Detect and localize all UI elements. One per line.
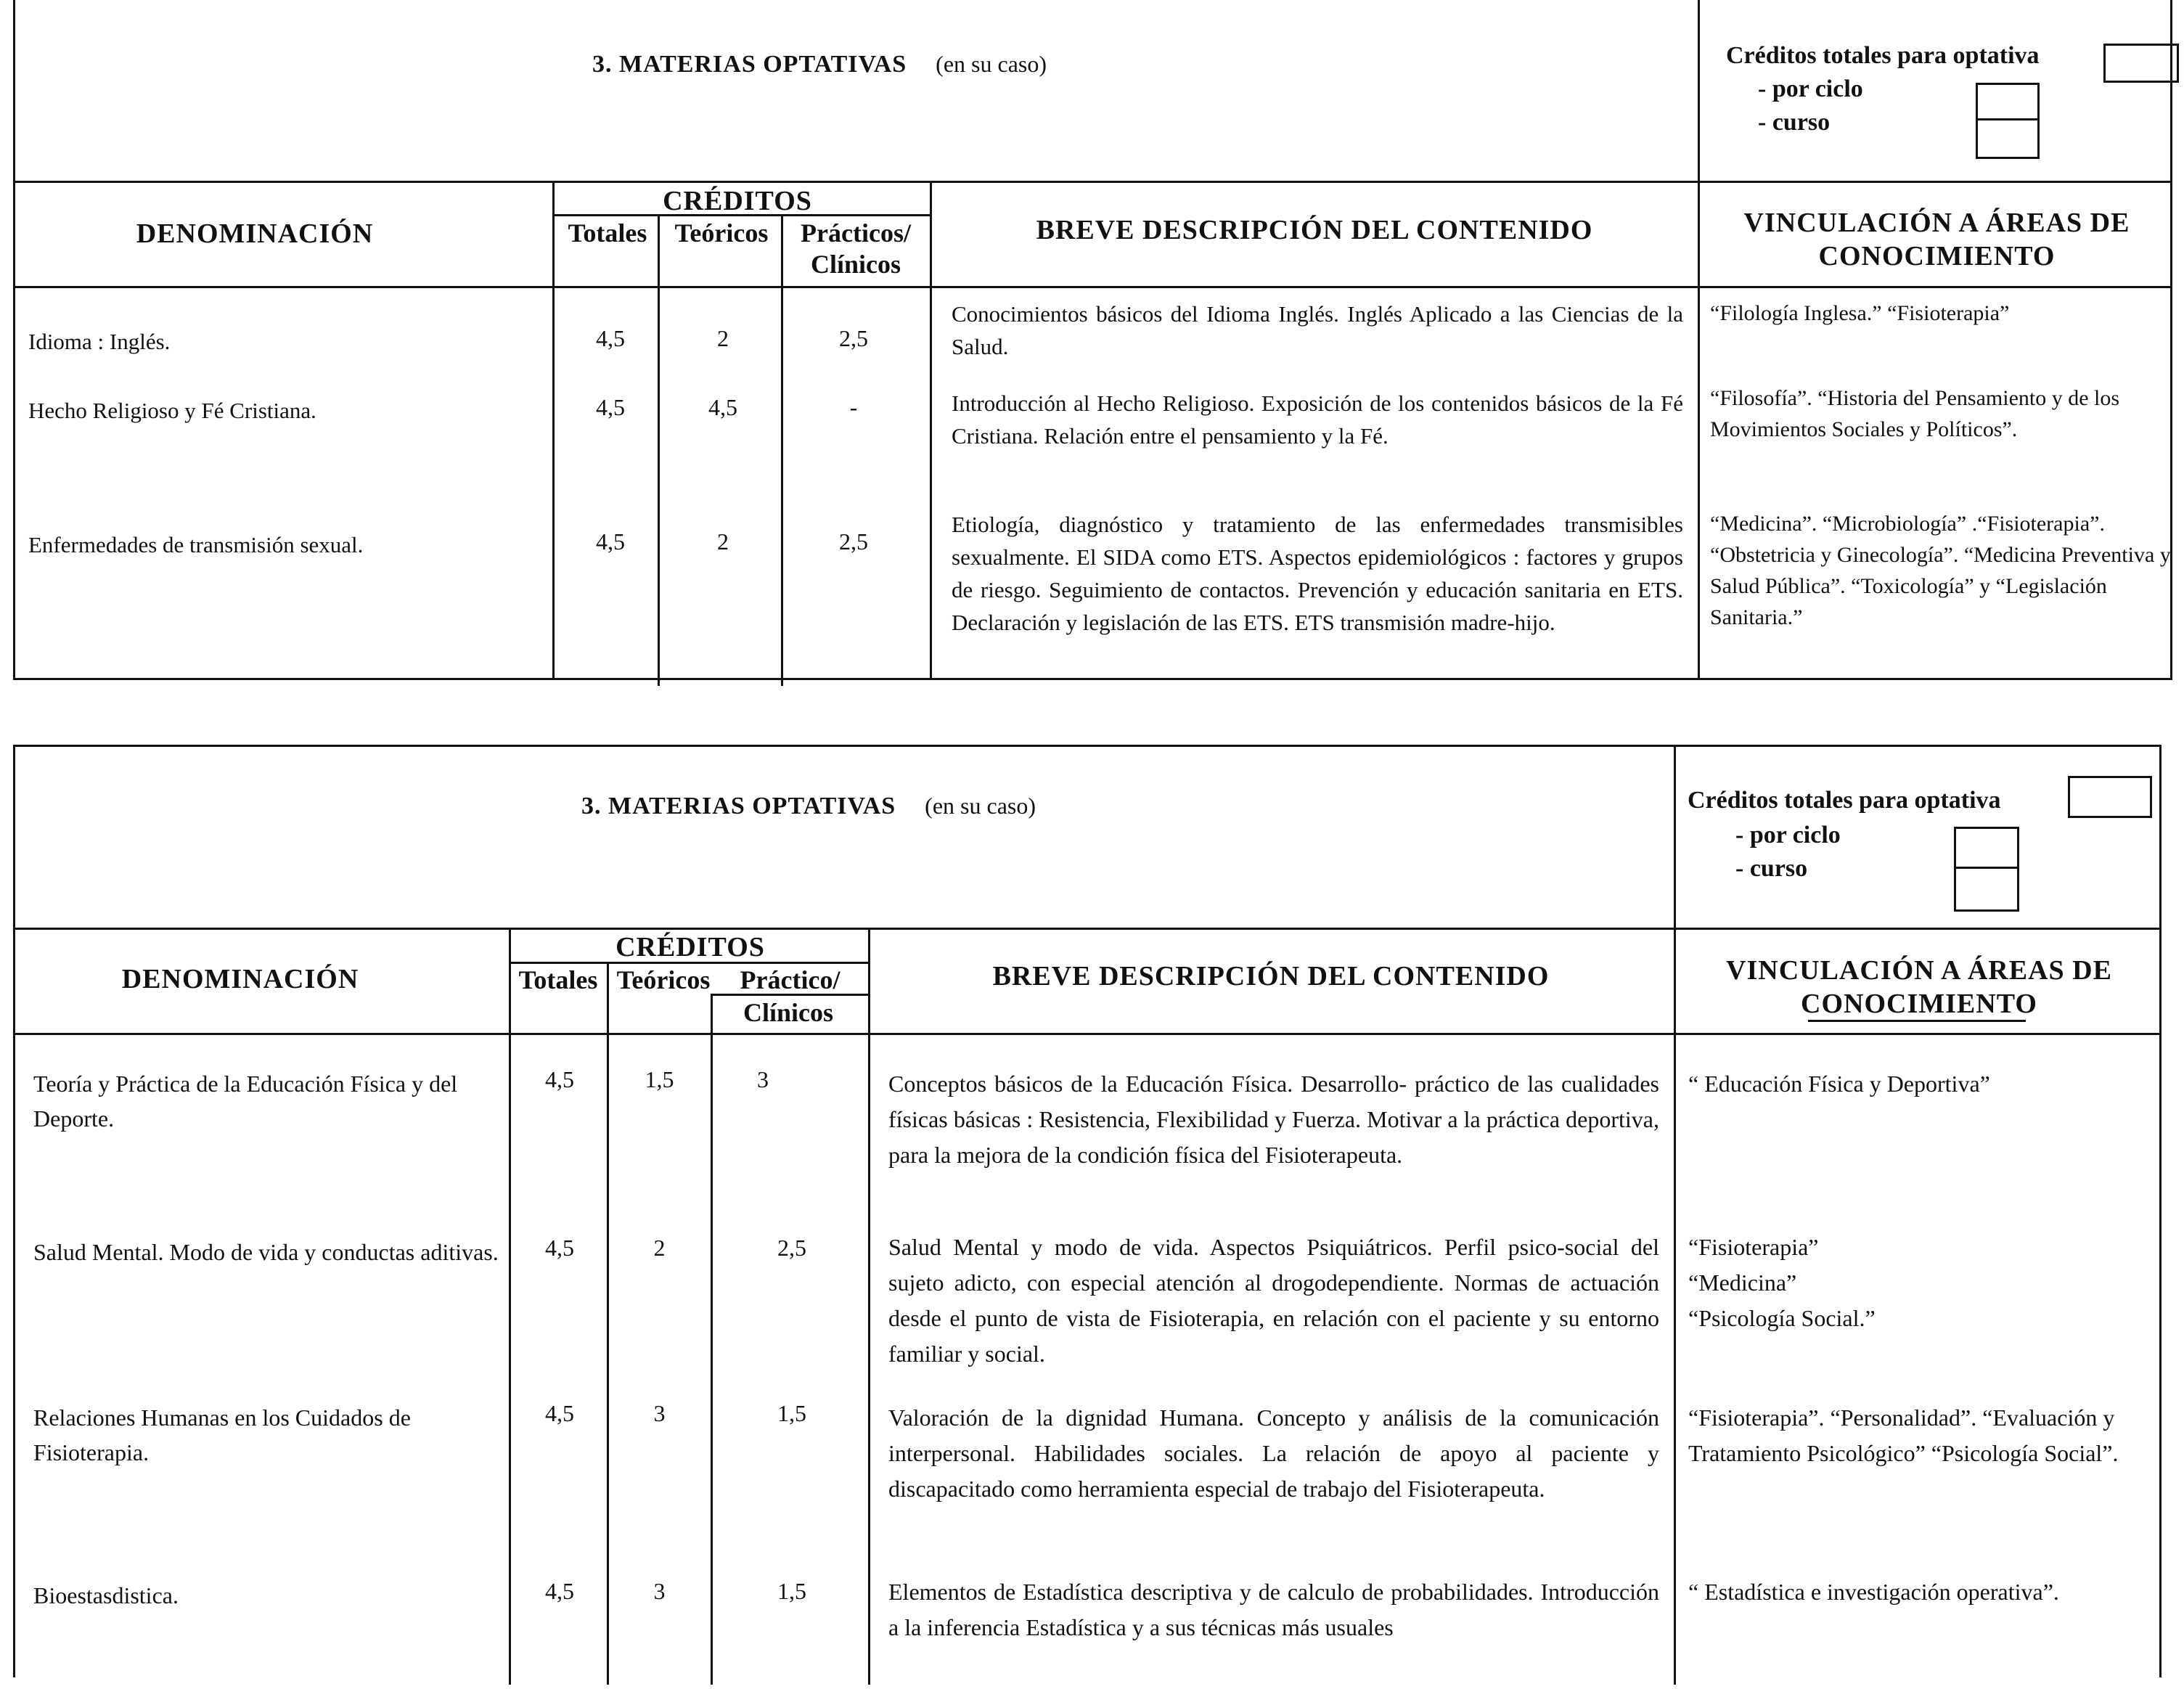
col-descripcion: BREVE DESCRIPCIÓN DEL CONTENIDO [1036, 215, 1593, 245]
row-areas: “Fisioterapia”. “Personalidad”. “Evaluación y Tratamiento Psicológico” “Psicología Social”. [1688, 1404, 2119, 1466]
col-line [658, 214, 660, 686]
creditos-underline [509, 962, 868, 964]
col-line [509, 930, 511, 1685]
row-name: Salud Mental. Modo de vida y conductas aditivas. [33, 1239, 499, 1265]
section-subtitle: (en su caso) [936, 51, 1047, 77]
row-name: Idioma : Inglés. [28, 329, 171, 354]
per-course-label: - curso [1735, 855, 1808, 882]
col-line [607, 962, 609, 1685]
section-title: 3. MATERIAS OPTATIVAS (en su caso) [581, 793, 1036, 819]
row-practice: 1,5 [777, 1578, 806, 1604]
per-cycle-label: - por ciclo [1758, 75, 1863, 102]
per-course-field[interactable] [1954, 867, 2019, 912]
row-description: Etiología, diagnóstico y tratamiento de las enfermedades transmisibles sexualmente. El SIDA como ETS. Aspectos epidemiológicos : factores y grupos de riesgo. Seguimiento de contactos. Prevención y educación sanitaria en ETS. Declaración y legislación de las ETS. ETS transmisión madre-hijo. [952, 512, 1683, 635]
credits-total-label: Créditos totales para optativa [1688, 787, 2001, 814]
row-practice: 2,5 [777, 1235, 806, 1261]
row-name: Bioestasdistica. [33, 1582, 179, 1608]
areas-underline [1808, 1020, 2026, 1022]
col-clinicos: Clínicos [810, 250, 901, 279]
col-denominacion: DENOMINACIÓN [136, 218, 374, 249]
creditos-underline [552, 214, 930, 216]
row-totals: 4,5 [545, 1400, 574, 1426]
row-practice: - [849, 394, 858, 420]
row-areas: “Medicina”. “Microbiología” .“Fisioterapia”. “Obstetricia y Ginecología”. “Medicina Preventiva y Salud Pública”. “Toxicología” y “Legislación Sanitaria.” [1710, 512, 2171, 629]
row-totals: 4,5 [545, 1578, 574, 1604]
row-description: Introducción al Hecho Religioso. Exposición de los contenidos básicos de la Fé Cristiana. Relación entre el pensamiento y la Fé. [952, 390, 1683, 449]
per-cycle-field[interactable] [1954, 827, 2019, 869]
row-name: Enfermedades de transmisión sexual. [28, 532, 364, 557]
per-course-field[interactable] [1976, 118, 2040, 159]
row-name: Teoría y Práctica de la Educación Física y del Deporte. [33, 1071, 458, 1132]
row-areas: “ Educación Física y Deportiva” [1688, 1071, 1990, 1097]
col-areas-2: CONOCIMIENTO [1818, 241, 2056, 271]
col-totales: Totales [518, 965, 598, 994]
row-totals: 4,5 [596, 528, 625, 555]
row-description: Salud Mental y modo de vida. Aspectos Psiquiátricos. Perfil psico-social del sujeto adicto, con especial atención al drogodependiente. Normas de actuación desde el punto de vista de Fisioterapia, en relación con el paciente y su entorno familiar y social. [888, 1234, 1659, 1367]
row-description: Valoración de la dignidad Humana. Concepto y análisis de la comunicación interpersonal. Habilidades sociales. La relación de apoyo al paciente y discapacitado como herramienta especial de trabajo del Fisioterapeuta. [888, 1404, 1659, 1502]
col-areas-1: VINCULACIÓN A ÁREAS DE [1743, 208, 2130, 238]
col-line [1674, 930, 1676, 1685]
col-totales: Totales [568, 218, 647, 248]
practico-underline [712, 994, 868, 996]
row-practice: 2,5 [839, 528, 868, 555]
row-description: Conocimientos básicos del Idioma Inglés. Inglés Aplicado a las Ciencias de la Salud. [952, 301, 1683, 359]
section-title: 3. MATERIAS OPTATIVAS (en su caso) [592, 51, 1047, 78]
credits-summary-box [1674, 747, 2159, 928]
row-theory: 2 [653, 1235, 666, 1261]
credits-summary-box [1698, 0, 2170, 181]
col-practicos: Prácticos/ [801, 218, 911, 248]
col-line [552, 183, 555, 680]
table-2 [13, 745, 2161, 1677]
row-areas: “Filología Inglesa.” “Fisioterapia” [1710, 301, 2010, 325]
col-creditos: CRÉDITOS [663, 186, 812, 216]
col-line [1698, 183, 1700, 680]
row-name: Hecho Religioso y Fé Cristiana. [28, 398, 316, 423]
row-practice: 1,5 [777, 1400, 806, 1426]
row-description: Elementos de Estadística descriptiva y de calculo de probabilidades. Introducción a la inferencia Estadística y a sus técnicas más usuales [888, 1579, 1659, 1640]
row-practice: 2,5 [839, 325, 868, 351]
col-descripcion: BREVE DESCRIPCIÓN DEL CONTENIDO [992, 961, 1550, 991]
table-2-header [15, 747, 2159, 930]
row-totals: 4,5 [596, 394, 625, 420]
credits-total-field[interactable] [2068, 776, 2152, 818]
table-1 [13, 0, 2172, 680]
per-cycle-field[interactable] [1976, 83, 2040, 120]
col-line [868, 930, 870, 1685]
row-totals: 4,5 [545, 1066, 574, 1092]
col-areas-2: CONOCIMIENTO [1801, 989, 2037, 1019]
row-areas: “Filosofía”. “Historia del Pensamiento y de los Movimientos Sociales y Políticos”. [1710, 386, 2120, 441]
per-course-label: - curso [1758, 109, 1831, 136]
col-line [781, 214, 783, 686]
row-theory: 2 [717, 528, 729, 555]
per-cycle-label: - por ciclo [1735, 822, 1841, 848]
table-1-header [15, 0, 2170, 183]
col-areas-1: VINCULACIÓN A ÁREAS DE [1726, 955, 2112, 986]
row-theory: 2 [717, 325, 729, 351]
col-line [711, 994, 713, 1685]
col-teoricos: Teóricos [674, 218, 769, 248]
col-clinicos: Clínicos [743, 998, 833, 1027]
col-line [930, 183, 932, 680]
col-denominacion: DENOMINACIÓN [121, 964, 359, 994]
row-theory: 1,5 [645, 1066, 674, 1092]
col-practico: Práctico/ [740, 965, 841, 994]
row-totals: 4,5 [596, 325, 625, 351]
row-practice: 3 [757, 1066, 769, 1092]
row-totals: 4,5 [545, 1235, 574, 1261]
row-areas: “ Estadística e investigación operativa”. [1688, 1579, 2059, 1605]
row-description: Conceptos básicos de la Educación Física. Desarrollo- práctico de las cualidades físicas básicas : Resistencia, Flexibilidad y Fuerza. Motivar a la práctica deportiva, para la mejora de la condición física del Fisioterapeuta. [888, 1071, 1659, 1168]
header-divider [15, 286, 2170, 288]
row-areas: “Fisioterapia” “Medicina” “Psicología Social.” [1688, 1234, 1876, 1331]
row-theory: 3 [653, 1578, 666, 1604]
header-divider [15, 1033, 2159, 1035]
credits-total-field[interactable] [2103, 44, 2179, 83]
row-theory: 4,5 [708, 394, 737, 420]
col-creditos: CRÉDITOS [615, 932, 765, 962]
row-name: Relaciones Humanas en los Cuidados de Fisioterapia. [33, 1404, 411, 1465]
section-subtitle: (en su caso) [925, 793, 1036, 819]
col-teoricos: Teóricos [616, 965, 711, 994]
credits-total-label: Créditos totales para optativa [1726, 42, 2040, 69]
row-theory: 3 [653, 1400, 666, 1426]
